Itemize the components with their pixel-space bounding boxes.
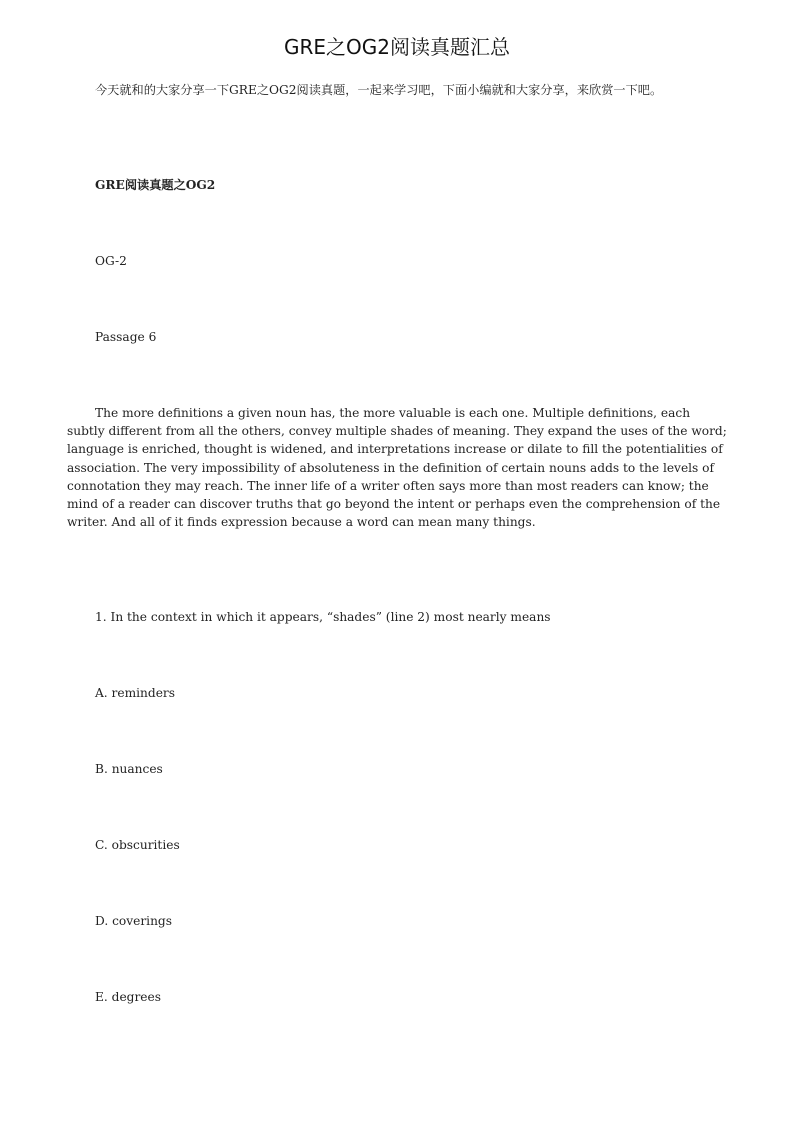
option-a: A. reminders bbox=[95, 686, 175, 700]
option-d: D. coverings bbox=[95, 914, 172, 928]
option-e: E. degrees bbox=[95, 990, 161, 1004]
option-c: C. obscurities bbox=[95, 838, 180, 852]
og-label: OG-2 bbox=[95, 254, 127, 268]
option-b: B. nuances bbox=[95, 762, 163, 776]
passage-label: Passage 6 bbox=[95, 330, 157, 344]
question-text: 1. In the context in which it appears, “shades” (line 2) most nearly means bbox=[95, 610, 551, 624]
page-title: GRE之OG2阅读真题汇总 bbox=[284, 35, 510, 59]
intro-paragraph: 今天就和的大家分享一下GRE之OG2阅读真题，一起来学习吧，下面小编就和大家分享，来欣赏一下吧。 bbox=[95, 83, 663, 97]
passage-text: The more definitions a given noun has, the more valuable is each one. Multiple definitions, each subtly different from all the others, convey multiple shades of meaning. They expand the uses of the word; language is enriched, thought is widened, and interpretations increase or dilate to fill the potentialities of association. The very impossibility of absoluteness in the definition of certain nouns adds to the levels of connotation they may reach. The inner life of a writer often says more than most readers can know; the mind of a reader can discover truths that go beyond the intent or perhaps even the comprehension of the writer. And all of it finds expression because a word can mean many things. bbox=[67, 406, 727, 530]
section-heading: GRE阅读真题之OG2 bbox=[95, 178, 216, 192]
